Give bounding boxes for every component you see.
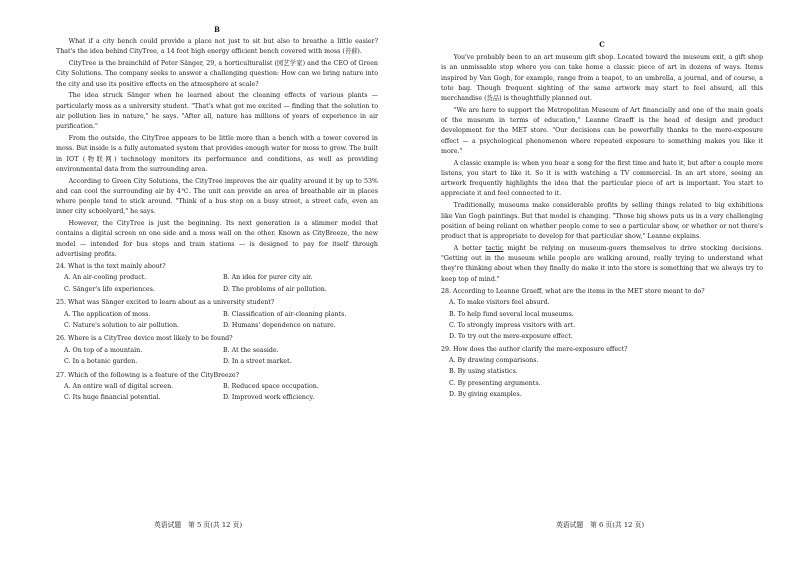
underlined-keyword: tactic <box>485 244 504 252</box>
question-27 <box>56 371 378 405</box>
passage-paragraph: You've probably been to an art museum gift shop. Located toward the museum exit, a gift shop is an unmissable stop where you can take home a classic piece of art in dozens of ways. Items inspired by Van Gogh, for example, range from a teapot, to an umbrella, a journal, and of course, a tote bag. Though frequent sighting of the same artwork may start to feel absurd, all this merchandise (货品) is thoughtfully planned out. <box>441 54 763 102</box>
question-24 <box>56 262 378 296</box>
options-grid <box>56 310 378 333</box>
options-grid <box>56 382 378 405</box>
option: B. At the seaside. <box>223 346 279 354</box>
option: D. Improved work efficiency. <box>223 394 315 402</box>
option: C. To strongly impress visitors with art. <box>449 322 576 329</box>
question-stem: 29. How does the author clarify the mere-exposure effect? <box>441 345 628 353</box>
question-28 <box>441 287 763 343</box>
passage-paragraph: "We are here to support the Metropolitan Museum of Art financially and one of the main goals of the museum in terms of education," Leanne Graeff is the head of design and product development for the MET store. "Our decisions can be powerfully thanks to the mere-exposure effect — a psychological phenomenon where repeated exposure to something makes you like it more." <box>441 106 763 155</box>
page-footer: 英语试题 第 6 页(共 12 页) <box>556 521 645 529</box>
option: C. Nature's solution to air pollution. <box>64 322 180 330</box>
options-list <box>441 356 763 401</box>
option: A. The application of moss. <box>64 310 151 318</box>
option: D. The problems of air pollution. <box>223 285 327 293</box>
option: D. In a street market. <box>223 358 292 366</box>
options-grid <box>56 273 378 296</box>
option: C. In a botanic garden. <box>64 358 138 366</box>
page-footer: 英语试题 第 5 页(共 12 页) <box>154 521 243 529</box>
option: A. On top of a mountain. <box>64 346 143 354</box>
paragraph-rest: might be relying on museum-goers themselves to drive stocking decisions. "Getting out in the museum while people are walking around, really trying to understand what they're thinking about when they finally do make it into the store is something that we always try to keep top of mind." <box>441 244 763 283</box>
passage-paragraph: According to Green City Solutions, the CityTree improves the air quality around it by up to 53% and can cool the surrounding air by 4℃. The unit can provide an area of breathable air in places where people tend to stick around. "Think of a bus stop on a busy street, a street cafe, even an inner city schoolyard," he says. <box>56 177 378 216</box>
option: A. By drawing comparisons. <box>449 356 539 364</box>
option: B. By using statistics. <box>449 368 518 376</box>
option: B. An idea for purer city air. <box>223 274 313 282</box>
passage-paragraph: However, the CityTree is just the beginning. Its next generation is a slimmer model that contains a digital screen on one side and a moss wall on the other. Known as CityBreeze, the new model — intended for bus stops and train stations — is designed to pay for itself through advertising profits. <box>56 220 378 258</box>
left-page <box>56 0 378 561</box>
question-29 <box>441 345 763 401</box>
question-stem: 26. Where is a CityTree device most likely to be found? <box>56 335 233 343</box>
option: A. To make visitors feel absurd. <box>449 299 550 307</box>
options-grid <box>56 346 378 369</box>
question-25 <box>56 298 378 332</box>
option: D. To try out the mere-exposure effect. <box>449 333 573 341</box>
option: D. By giving examples. <box>449 391 522 399</box>
passage-paragraph: What if a city bench could provide a place not just to sit but also to breathe a little easier? That's the idea behind CityTree, a 14 foot high energy efficient bench covered with moss (苔藓). <box>56 38 378 56</box>
option: A. An air-cooling product. <box>64 274 147 282</box>
passage-paragraph: The idea struck Sänger when he learned about the cleaning effects of various plants — particularly moss as a university student. "That's what got me excited — finding that the solution to air pollution lies in nature," he says. "After all, nature has millions of years of experience in air purification." <box>56 92 378 131</box>
right-page <box>441 0 763 561</box>
section-title-b: B <box>214 25 220 34</box>
passage-paragraph: Traditionally, museums make considerable profits by selling things related to big exhibitions like Van Gogh paintings. But that model is changing. "Those big shows puts us in a very challenging position of being reliant on whether people come to see a particular show, or whether or not there's product that is appropriate to develop for that particular show," Leanne explains. <box>441 202 763 241</box>
option: C. Sänger's life experiences. <box>64 285 155 293</box>
option: B. To help fund several local museums. <box>449 310 574 318</box>
passage-paragraph-last <box>441 244 763 285</box>
option: B. Reduced space occupation. <box>223 382 319 390</box>
passage-paragraph: From the outside, the CityTree appears to be little more than a bench with a tower covered in moss. But inside is a fully automated system that provides enough water for moss to grow. The built in IOT (物联网) technology monitors its performance and conditions, as well as providing environmental data from the surrounding area. <box>56 135 378 173</box>
paragraph-start: A better <box>453 244 486 252</box>
question-stem: 24. What is the text mainly about? <box>56 263 166 271</box>
option: C. By presenting arguments. <box>449 379 541 387</box>
options-list <box>441 298 763 343</box>
option: B. Classification of air-cleaning plants. <box>223 310 347 318</box>
question-stem: 27. Which of the following is a feature of the CityBreeze? <box>56 371 240 379</box>
question-stem: 25. What was Sänger excited to learn about as a university student? <box>56 299 275 307</box>
option: D. Humans' dependence on nature. <box>223 322 336 330</box>
passage-paragraph: A classic example is: when you hear a song for the first time and hate it, but after a couple more listens, you start to like it. So it is with watching a TV commercial. In an art store, seeing an artwork frequently highlights the idea that the particular piece of art is important. You start to appreciate it and feel connected to it. <box>441 159 763 198</box>
passage-paragraph: CityTree is the brainchild of Peter Sänger, 29, a horticulturalist (园艺学家) and the CEO of Green City Solutions. The company seeks to answer a challenging question: How can we bring nature into the city and use its positive effects on the atmosphere at scale? <box>56 60 378 88</box>
section-title-c: C <box>599 40 605 49</box>
question-26 <box>56 334 378 368</box>
question-stem: 28. According to Leanne Graeff, what are the items in the MET store meant to do? <box>441 287 705 295</box>
option: A. An entire wall of digital screen. <box>64 382 174 390</box>
option: C. Its huge financial potential. <box>64 394 161 402</box>
